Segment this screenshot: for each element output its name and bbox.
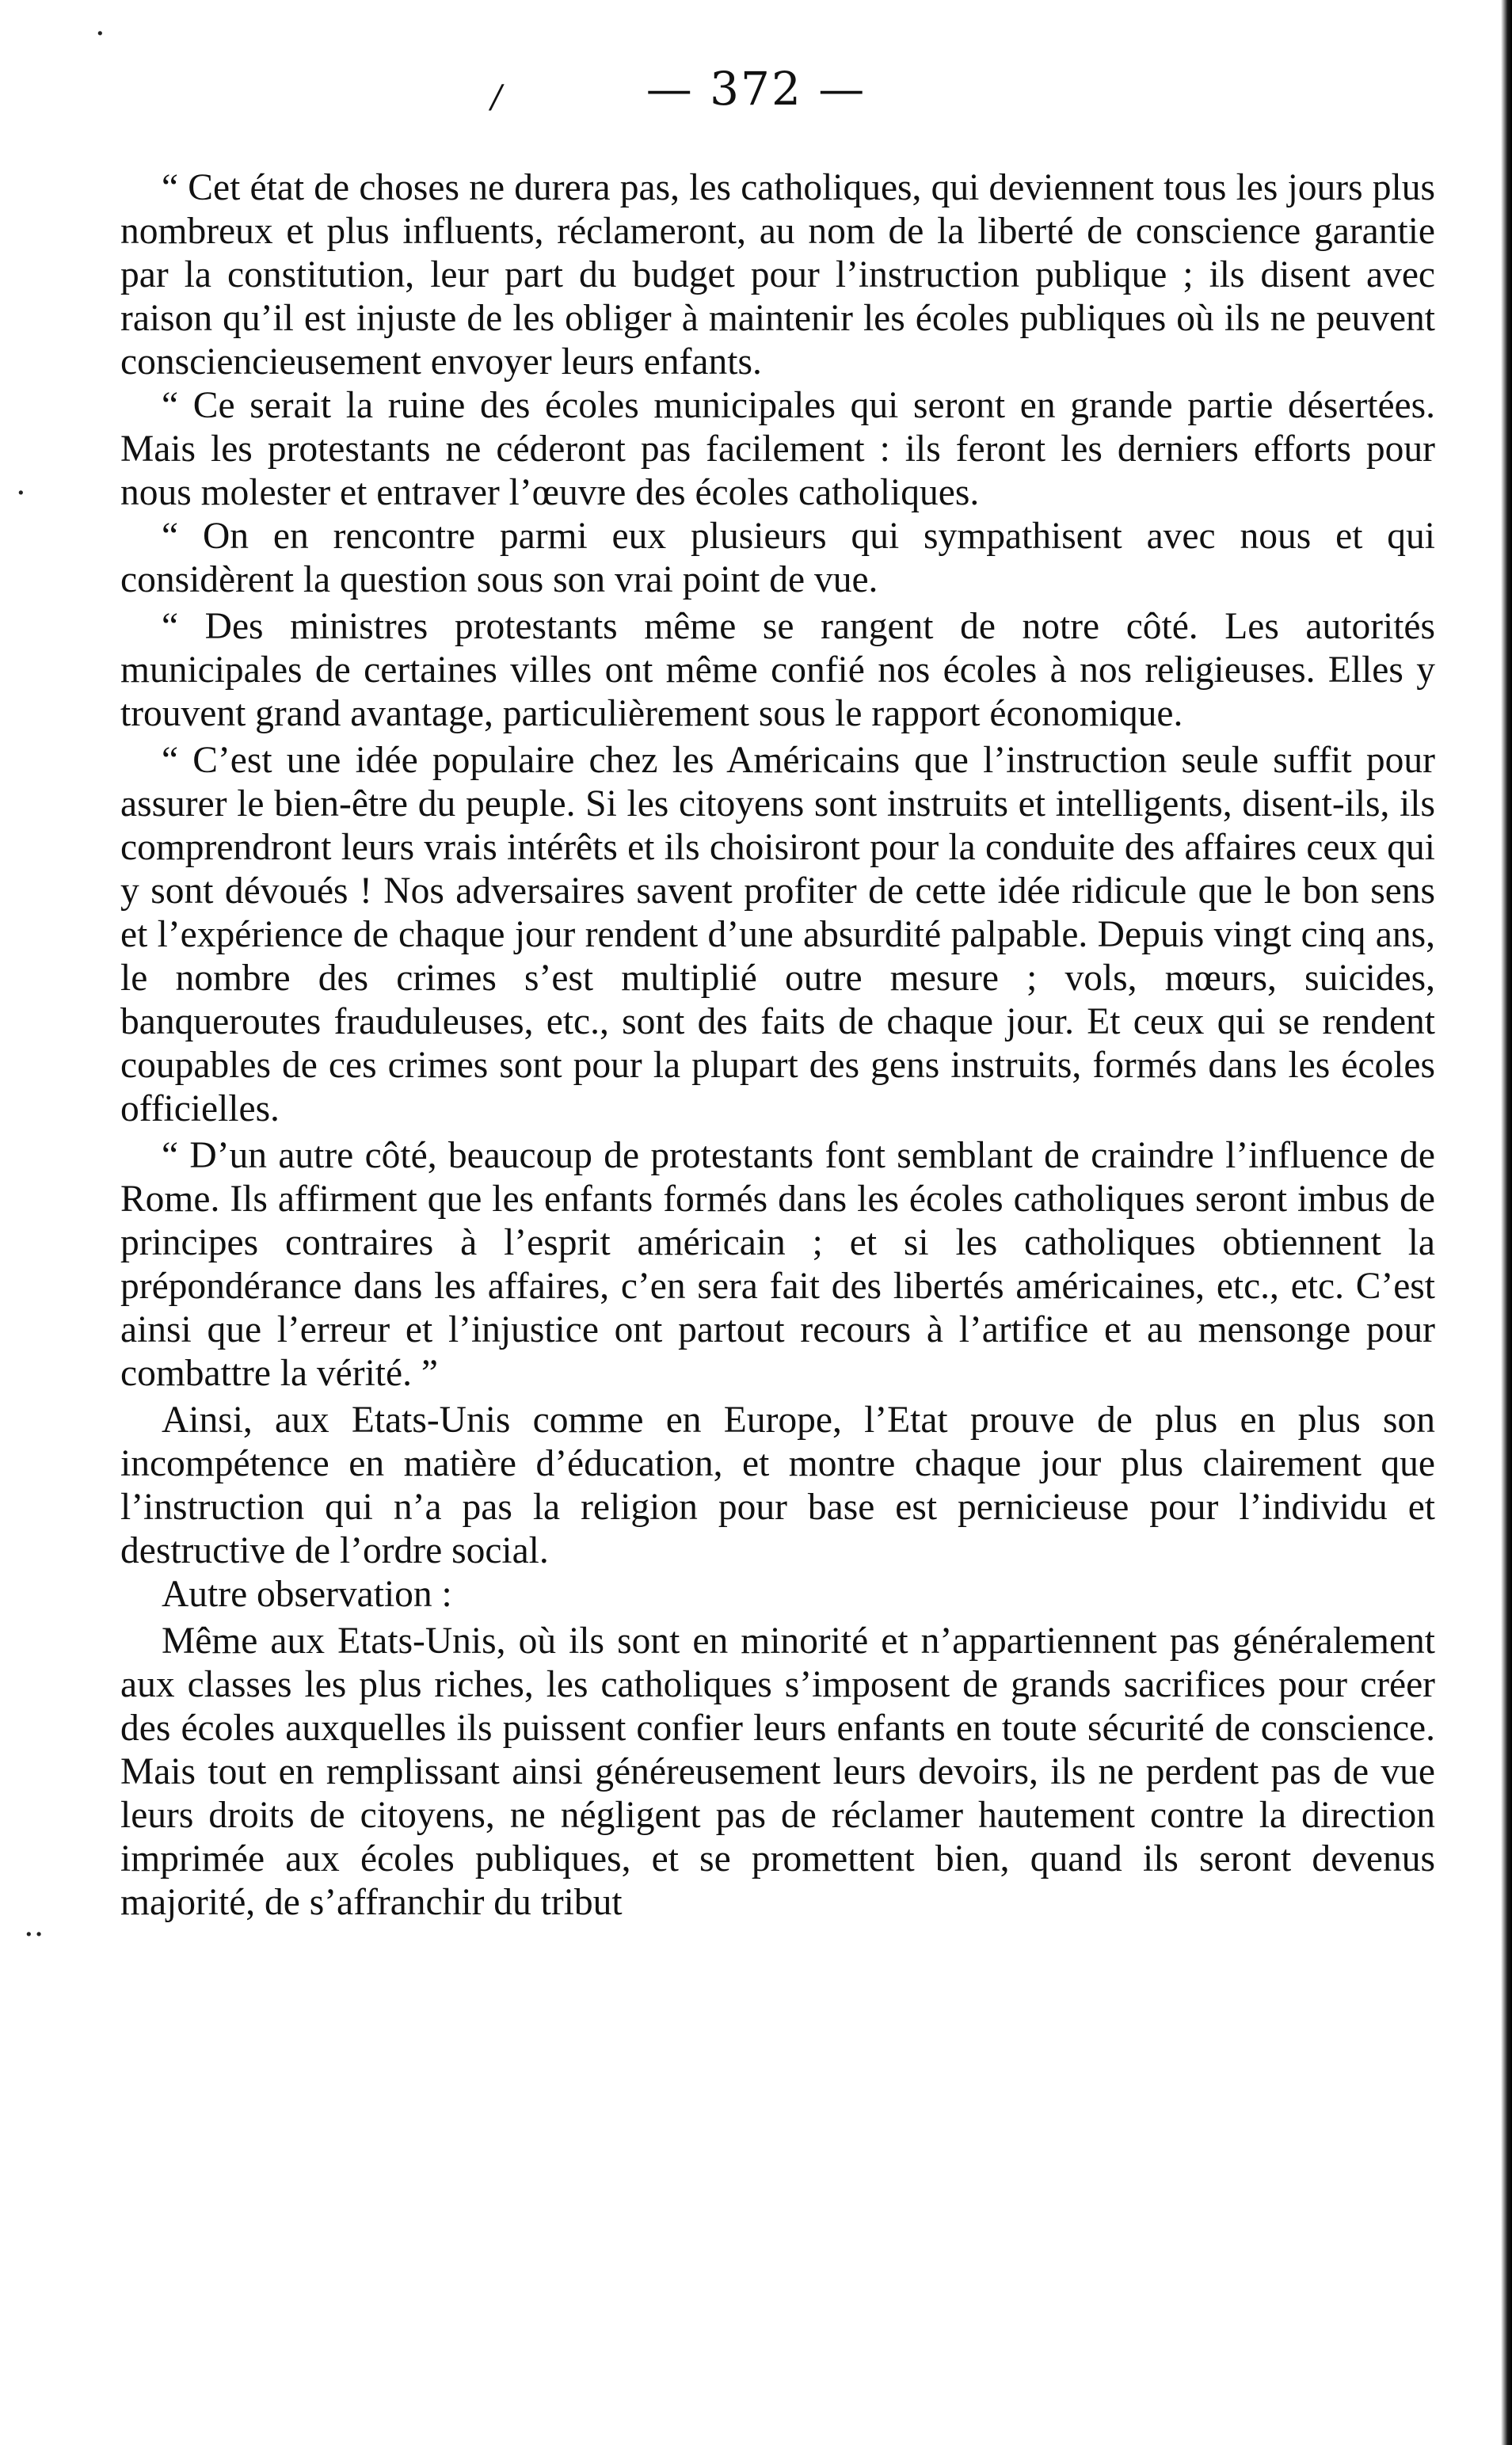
body-text [120, 166, 1435, 1925]
paragraph: “ Cet état de choses ne durera pas, les catholiques, qui deviennent tous les jours plus nombreux et plus influents, réclameront, au nom de la liberté de conscience garantie par la constitution, leur part du budget pour l’instruction publique ; ils disent avec raison qu’il est injuste de les obliger à maintenir les écoles publiques où ils ne peuvent consciencieusement envoyer leurs enfants. [120, 167, 1435, 383]
page-number: — 372 — [646, 62, 866, 116]
paragraph: “ D’un autre côté, beaucoup de protestants font semblant de craindre l’influence de Rome. Ils affirment que les enfants formés dans les écoles catholiques seront imbus de principes contraires à l’esprit américain ; et si les catholiques obtiennent la prépondérance dans les affaires, c’en sera fait des libertés américaines, etc., etc. C’est ainsi que l’erreur et l’injustice ont partout recours à l’artifice et au mensonge pour combattre la vérité. ” [120, 1135, 1435, 1394]
paragraph: “ On en rencontre parmi eux plusieurs qui sympathisent avec nous et qui considèrent la question sous son vrai point de vue. [120, 516, 1435, 600]
paragraph: “ Ce serait la ruine des écoles municipales qui seront en grande partie désertées. Mais les protestants ne céderont pas facilement : ils feront les derniers efforts pour nous molester et entraver l’œuvre des écoles catholiques. [120, 385, 1435, 513]
paragraph: Autre observation : [162, 1574, 452, 1615]
paragraph: Même aux Etats-Unis, où ils sont en minorité et n’appartiennent pas généralement aux classes les plus riches, les catholiques s’imposent de grands sacrifices pour créer des écoles auxquelles ils puissent confier leurs enfants en toute sécurité de conscience. Mais tout en remplissant ainsi généreusement leurs devoirs, ils ne perdent pas de vue leurs droits de citoyens, ne négligent pas de réclamer hautement contre la direction imprimée aux écoles publiques, et se promettent bien, quand ils seront devenus majorité, de s’affranchir du tribut [120, 1620, 1435, 1923]
speck: · [16, 475, 26, 512]
paragraph: Ainsi, aux Etats-Unis comme en Europe, l’Etat prouve de plus en plus son incompétence en matière d’éducation, et montre chaque jour plus clairement que l’instruction qui n’a pas la religion pour base est pernicieuse pour l’individu et destructive de l’ordre social. [120, 1400, 1435, 1571]
speck: · [95, 16, 105, 52]
page-edge-shadow [1501, 0, 1512, 2445]
paragraph: “ C’est une idée populaire chez les Américains que l’instruction seule suffit pour assurer le bien-être du peuple. Si les citoyens sont instruits et intelligents, disent-ils, ils comprendront leurs vrais intérêts et ils choisiront pour la conduite des affaires ceux qui y sont dévoués ! Nos adversaires savent profiter de cette idée ridicule que le bon sens et l’expérience de chaque jour rendent d’une absurdité palpable. Depuis vingt cinq ans, le nombre des crimes s’est multiplié outre mesure ; vols, mœurs, suicides, banqueroutes frauduleuses, etc., sont des faits de chaque jour. Et ceux qui se rendent coupables de ces crimes sont pour la plupart des gens instruits, formés dans les écoles officielles. [120, 740, 1435, 1129]
paragraph: “ Des ministres protestants même se rangent de notre côté. Les autorités municipales de certaines villes ont même confié nos écoles à nos religieuses. Elles y trouvent grand avantage, particulièrement sous le rapport économique. [120, 606, 1435, 734]
speck: ·· [24, 1917, 44, 1953]
margin-mark: / [491, 79, 502, 116]
